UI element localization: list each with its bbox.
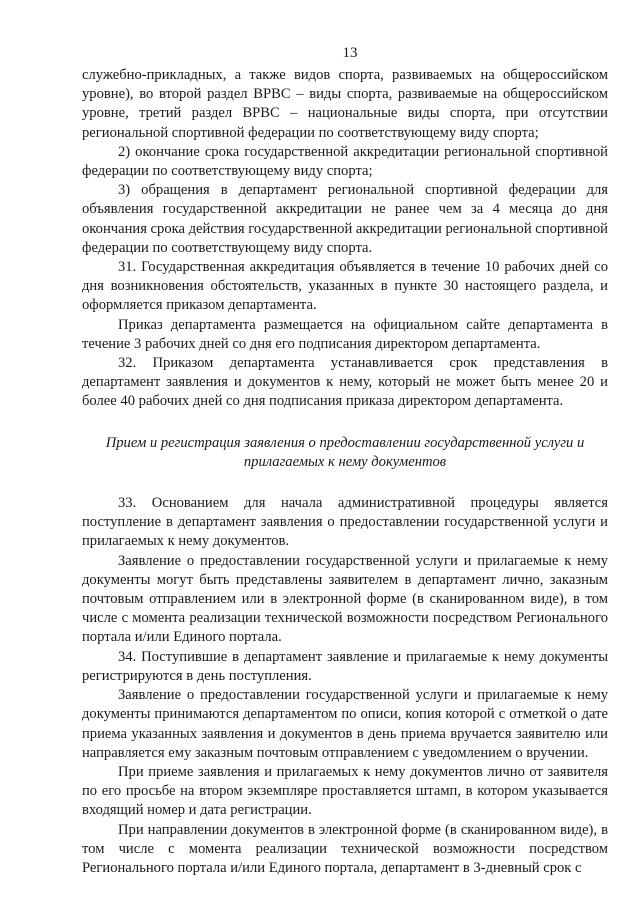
paragraph-continuation: служебно-прикладных, а также видов спорта, развиваемых на общероссийском уровне), во второй раздел ВРВС – виды спорта, развиваемые на общероссийском уровне, третий раздел ВРВС – национальные виды спорта, при отсутствии региональной спортивной федерации по соответствующему виду спорта; (82, 67, 608, 141)
paragraph-in-person-stamp: При приеме заявления и прилагаемых к нему документов лично от заявителя по его просьбе на втором экземпляре проставляется штамп, в котором указывается входящий номер и дата регистрации. (82, 763, 608, 819)
paragraph-clause-31: 31. Государственная аккредитация объявляется в течение 10 рабочих дней со дня возникновения обстоятельств, указанных в пункте 30 настоящего раздела, и оформляется приказом департамента. (82, 259, 608, 314)
paragraph-item-3: 3) обращения в департамент региональной спортивной федерации для объявления государственной аккредитации не ранее чем за 4 месяца до дня окончания срока действия государственной аккредитации региональной спортивной федерации по соответствующему виду спорта. (82, 182, 608, 256)
paragraph-clause-33: 33. Основанием для начала административной процедуры является поступление в департамент заявления о предоставлении государственной услуги и прилагаемых к нему документов. (82, 495, 608, 550)
paragraph-clause-34: 34. Поступившие в департамент заявление и прилагаемые к нему документы регистрируются в день поступления. (82, 648, 608, 684)
paragraph-clause-32: 32. Приказом департамента устанавливается срок представления в департамент заявления и документов к нему, который не может быть менее 20 и более 40 рабочих дней со дня подписания приказа директором департамента. (82, 355, 608, 410)
paragraph-item-2: 2) окончание срока государственной аккредитации региональной спортивной федерации по соответствующему виду спорта; (82, 143, 608, 180)
paragraph-order-publication: Приказ департамента размещается на официальном сайте департамента в течение 3 рабочих дней со дня его подписания директором департамента. (82, 316, 608, 352)
section-heading: Прием и регистрация заявления о предоставлении государственной услуги и прилагаемых к нему документов (105, 434, 585, 470)
paragraph-inventory-acceptance: Заявление о предоставлении государственной услуги и прилагаемые к нему документы принимаются департаментом по описи, копия которой с отметкой о дате приема указанных заявления и документов в день приема вручается заявителю или направляется ему заказным почтовым отправлением с уведомлением о вручении. (82, 687, 608, 761)
paragraph-electronic-submission: При направлении документов в электронной форме (в сканированном виде), в том числе с момента реализации технической возможности посредством Регионального портала и/или Единого портала, департамент в 3-дневный срок с (82, 821, 608, 876)
paragraph-submission-methods: Заявление о предоставлении государственной услуги и прилагаемые к нему документы могут быть представлены заявителем в департамент лично, заказным почтовым отправлением или в электронной форме (в сканированном виде), в том числе с момента реализации технической возможности посредством Регионального портала и/или Единого портала. (82, 552, 608, 646)
page-number: 13 (342, 45, 358, 61)
